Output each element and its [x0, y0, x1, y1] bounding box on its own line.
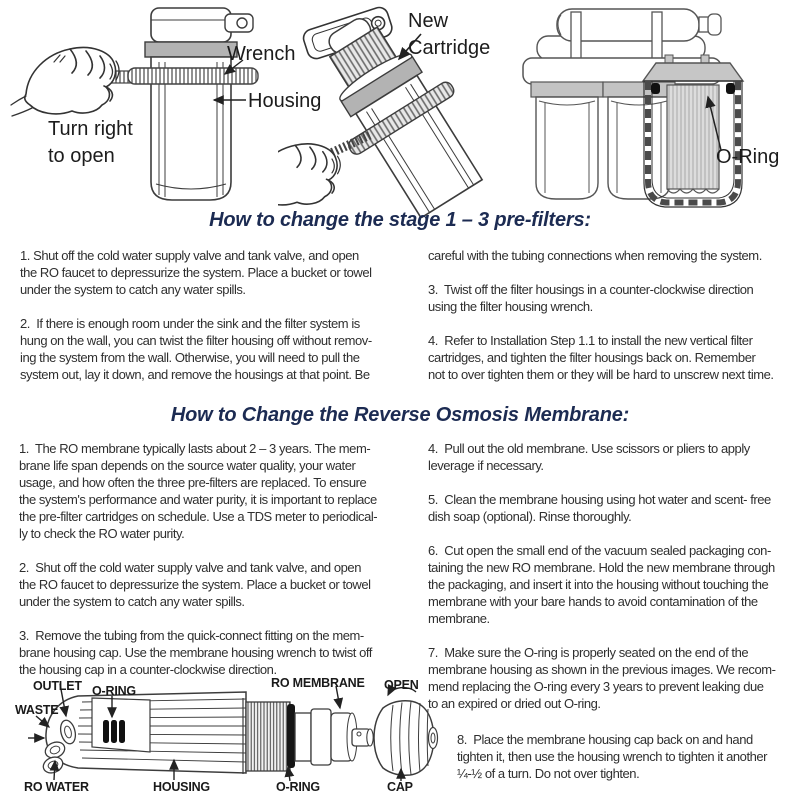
prefilters-heading: How to change the stage 1 – 3 pre-filters: — [209, 209, 591, 231]
text-line: system out, lay it down, and remove the housings at that point. Be — [20, 367, 370, 382]
prefilter-step-2-continued — [428, 247, 798, 264]
text-line: membrane. — [428, 611, 490, 626]
text-line: 8. Place the membrane housing cap back on and hand — [457, 732, 753, 747]
text-line: ¼-½ of a turn. Do not over tighten. — [457, 766, 640, 781]
ro-system-illustration — [515, 3, 800, 215]
oring-window — [92, 698, 150, 752]
text-line: under the system to catch any water spills. — [19, 594, 245, 609]
membrane-step-1 — [19, 440, 414, 542]
housing-collar — [145, 42, 237, 57]
threaded-neck — [243, 698, 295, 774]
wrench-label: Wrench — [227, 43, 296, 65]
text-line: hung on the wall, you can twist the filter housing off without remov- — [20, 333, 372, 348]
text-line: Turn right — [48, 118, 133, 140]
prefilter-step-1 — [20, 247, 410, 298]
bracket-strap — [652, 12, 662, 60]
text-line: 3. Remove the tubing from the quick-connect fitting on the mem- — [19, 628, 364, 643]
text-line: the pre-filter cartridges on schedule. Use a TDS meter to periodical- — [19, 509, 378, 524]
cap-oring — [287, 704, 295, 768]
prefilters-left-column — [20, 247, 410, 400]
prefilters-right-column — [428, 247, 798, 400]
text-line: ly to check the RO water purity. — [19, 526, 185, 541]
text-line: mend replacing the O-ring every 3 years to prevent leaking due — [428, 679, 764, 694]
text-line: the RO faucet to depressurize the system. Place a bucket or towel — [20, 265, 372, 280]
membrane-step-7 — [428, 644, 798, 712]
text-line: 5. Clean the membrane housing using hot water and scent- free — [428, 492, 771, 507]
text-line: not to over tighten them or they will be hard to unscrew next time. — [428, 367, 774, 382]
text-line: membrane with your bare hands to avoid contamination of the — [428, 594, 758, 609]
membrane-step-4 — [428, 440, 798, 474]
text-line: brane life span depends on the source water quality, your water — [19, 458, 356, 473]
outlet-label: OUTLET — [33, 679, 82, 693]
membrane-left-column — [19, 440, 414, 695]
text-line: dish soap (optional). Rinse thoroughly. — [428, 509, 632, 524]
cutaway-cap — [643, 63, 743, 81]
text-line: using the filter housing wrench. — [428, 299, 593, 314]
hand — [11, 47, 119, 116]
prefilter-step-4 — [428, 332, 798, 383]
housing-label-bottom: HOUSING — [153, 780, 210, 794]
text-line: leverage if necessary. — [428, 458, 544, 473]
cap-label: CAP — [387, 780, 413, 794]
membrane-right-column — [428, 440, 798, 799]
open-label: OPEN — [384, 678, 419, 692]
text-line: 4. Refer to Installation Step 1.1 to install the new vertical filter — [428, 333, 753, 348]
text-line: Cartridge — [408, 37, 491, 59]
vertical-housing-1 — [531, 82, 603, 199]
wrench-band — [128, 68, 258, 84]
oring-top-label: O-RING — [92, 684, 136, 698]
membrane-step-8 — [428, 731, 798, 782]
membrane-step-5 — [428, 491, 798, 525]
membrane-step-2 — [19, 559, 414, 610]
oring-right — [726, 83, 735, 94]
ro-water-arrow — [54, 761, 55, 780]
membrane-step-3 — [19, 627, 414, 678]
membrane-heading: How to Change the Reverse Osmosis Membrane: — [170, 404, 630, 426]
text-line: 2. Shut off the cold water supply valve and tank valve, and open — [19, 560, 361, 575]
text-line: 1. Shut off the cold water supply valve and tank valve, and open — [20, 248, 359, 263]
turn-right-caption — [48, 116, 133, 170]
waste-arrow — [36, 716, 49, 727]
bracket-strap — [571, 12, 581, 60]
oring-left — [651, 83, 660, 94]
text-line: the packaging, and insert it into the housing without touching the — [428, 577, 769, 592]
text-line: under the system to catch any water spills. — [20, 282, 246, 297]
text-line: 1. The RO membrane typically lasts about 2 – 3 years. The mem- — [19, 441, 371, 456]
prefilter-step-3 — [428, 281, 798, 315]
text-line: to open — [48, 145, 115, 167]
ro-membrane-element — [295, 709, 373, 765]
text-line: to an expired or dried out O-ring. — [428, 696, 601, 711]
text-line: brane housing cap. Use the membrane housing wrench to twist off — [19, 645, 372, 660]
text-line: 3. Twist off the filter housings in a counter-clockwise direction — [428, 282, 754, 297]
filter-housing — [145, 8, 253, 200]
membrane-step-6 — [428, 542, 798, 627]
text-line: careful with the tubing connections when removing the system. — [428, 248, 762, 263]
text-line: New — [408, 10, 449, 32]
text-line: the housing cap in a counter-clockwise direction. — [19, 662, 277, 677]
ro-water-label: RO WATER — [24, 780, 89, 794]
new-cartridge-label — [408, 8, 490, 62]
text-line: usage, and how often the three pre-filters are replaced. To ensure — [19, 475, 367, 490]
text-line: 6. Cut open the small end of the vacuum sealed packaging con- — [428, 543, 771, 558]
hand — [278, 144, 340, 205]
text-line: 4. Pull out the old membrane. Use scissors or pliers to apply — [428, 441, 750, 456]
prefilter-step-2 — [20, 315, 410, 383]
text-line: membrane housing as shown in the previous images. We recom- — [428, 662, 776, 677]
text-line: the system's performance and water purity, it is important to replace — [19, 492, 377, 507]
oring-bottom-label: O-RING — [276, 780, 320, 794]
text-line: 7. Make sure the O-ring is properly seated on the end of the — [428, 645, 749, 660]
text-line: cartridges, and tighten the filter housings back on. Remember — [428, 350, 756, 365]
text-line: the RO faucet to depressurize the system. Place a bucket or towel — [19, 577, 371, 592]
waste-label: WASTE — [15, 703, 59, 717]
oring-label: O-Ring — [716, 146, 780, 168]
inner-cartridge — [667, 85, 719, 189]
housing-cap — [374, 701, 438, 775]
text-line: ing the system from the wall. Otherwise, you will need to pull the — [20, 350, 360, 365]
ro-membrane-label: RO MEMBRANE — [271, 676, 365, 690]
housing-label: Housing — [248, 90, 322, 112]
text-line: 2. If there is enough room under the sink and the filter system is — [20, 316, 360, 331]
text-line: tighten it, then use the housing wrench to tighten it another — [457, 749, 768, 764]
text-line: taining the new RO membrane. Hold the new membrane through — [428, 560, 775, 575]
vertical-housing-2 — [603, 82, 675, 199]
